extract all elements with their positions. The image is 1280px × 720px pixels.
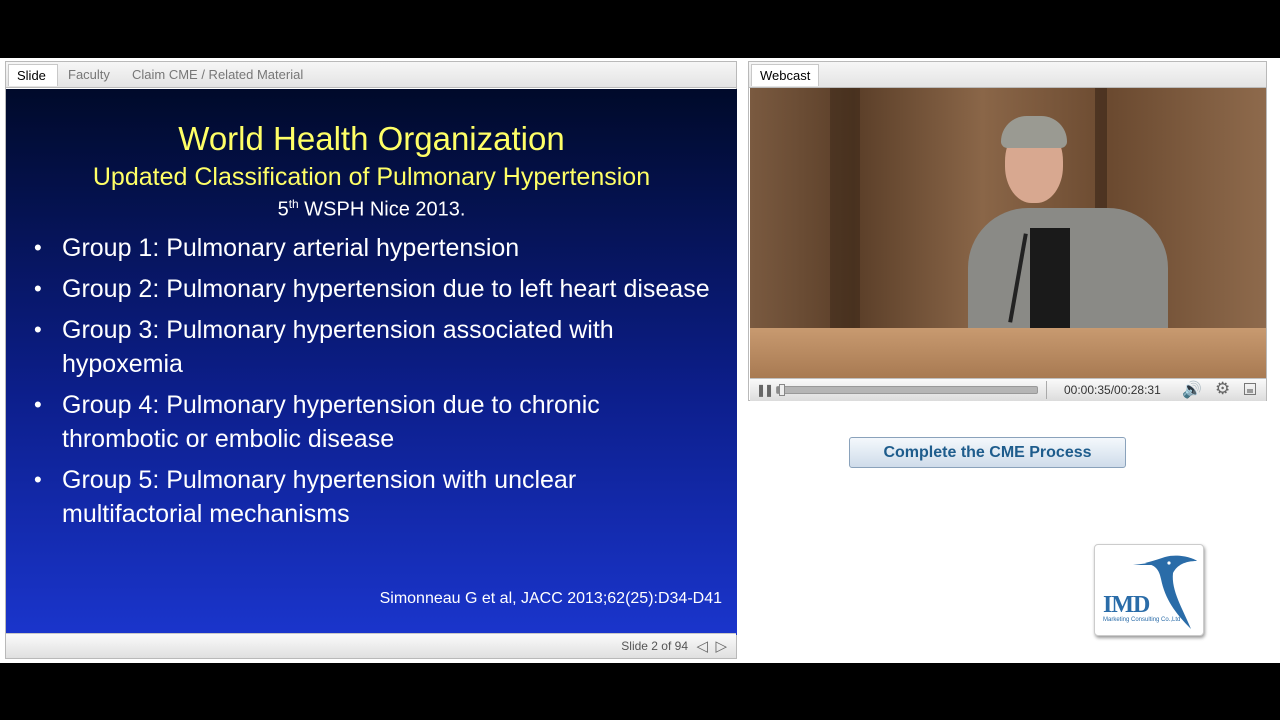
seek-bar[interactable] [776, 386, 1038, 394]
slide-bullet [32, 272, 722, 306]
slide-bullet [32, 388, 722, 456]
slide-bullet [32, 463, 722, 531]
main-content [0, 58, 1280, 663]
bullet-text: Group 3: Pulmonary hypertension associated with hypoxemia [62, 316, 614, 378]
logo-text: IMD [1103, 592, 1150, 618]
conference-number: 5 [277, 198, 289, 221]
tab-faculty[interactable]: Faculty [68, 67, 110, 82]
conference-ordinal: th [288, 197, 299, 211]
bullet-text: Group 5: Pulmonary hypertension with unclear multifactorial mechanisms [62, 466, 577, 528]
bullet-icon: • [34, 235, 42, 260]
video-frame[interactable] [750, 88, 1266, 378]
slide-bullet [32, 231, 722, 265]
bullet-icon: • [34, 467, 42, 492]
bullet-text: Group 1: Pulmonary arterial hypertension [62, 234, 520, 262]
bullet-icon: • [34, 276, 42, 301]
slide-counter: Slide 2 of 94 [621, 639, 688, 653]
previous-slide-icon[interactable]: ◁ [696, 638, 708, 655]
bullet-text: Group 2: Pulmonary hypertension due to left heart disease [62, 275, 710, 303]
slide-navigation-bar [6, 633, 736, 658]
next-slide-icon[interactable]: ▷ [715, 638, 727, 655]
tab-slide[interactable]: Slide [8, 64, 58, 86]
speaker-hair [1001, 116, 1067, 148]
slide-citation: Simonneau G et al, JACC 2013;62(25):D34-D41 [379, 590, 722, 607]
slide-bullet [32, 313, 722, 381]
imd-logo [1094, 544, 1204, 636]
complete-cme-button[interactable]: Complete the CME Process [849, 437, 1126, 468]
popout-icon[interactable] [1244, 383, 1256, 395]
logo-subtext: Marketing Consulting Co.,Ltd [1103, 617, 1181, 623]
conference-text: WSPH Nice 2013. [298, 198, 466, 221]
slide-bullet-list [32, 231, 722, 538]
tab-webcast[interactable]: Webcast [751, 64, 819, 86]
bullet-icon: • [34, 317, 42, 342]
pause-icon[interactable]: ❚❚ [756, 383, 773, 397]
controls-divider [1046, 381, 1047, 399]
webcast-tab-bar [749, 62, 1266, 88]
bullet-icon: • [34, 392, 42, 417]
tab-claim-cme[interactable]: Claim CME / Related Material [132, 67, 304, 82]
webcast-panel [748, 61, 1267, 401]
volume-icon[interactable]: 🔊 [1182, 382, 1202, 399]
bullet-text: Group 4: Pulmonary hypertension due to chronic thrombotic or embolic disease [62, 391, 600, 453]
slide-title: World Health Organization [178, 120, 565, 157]
playback-time: 00:00:35/00:28:31 [1064, 383, 1161, 397]
seek-handle[interactable] [779, 384, 785, 396]
video-controls [750, 378, 1266, 401]
settings-icon[interactable]: ⚙ [1215, 379, 1231, 398]
slide-tab-bar [6, 62, 736, 88]
presentation-slide [6, 89, 737, 635]
slide-conference [6, 197, 737, 222]
podium [750, 328, 1266, 378]
slide-panel [5, 61, 737, 659]
slide-subtitle: Updated Classification of Pulmonary Hypertension [92, 163, 651, 191]
